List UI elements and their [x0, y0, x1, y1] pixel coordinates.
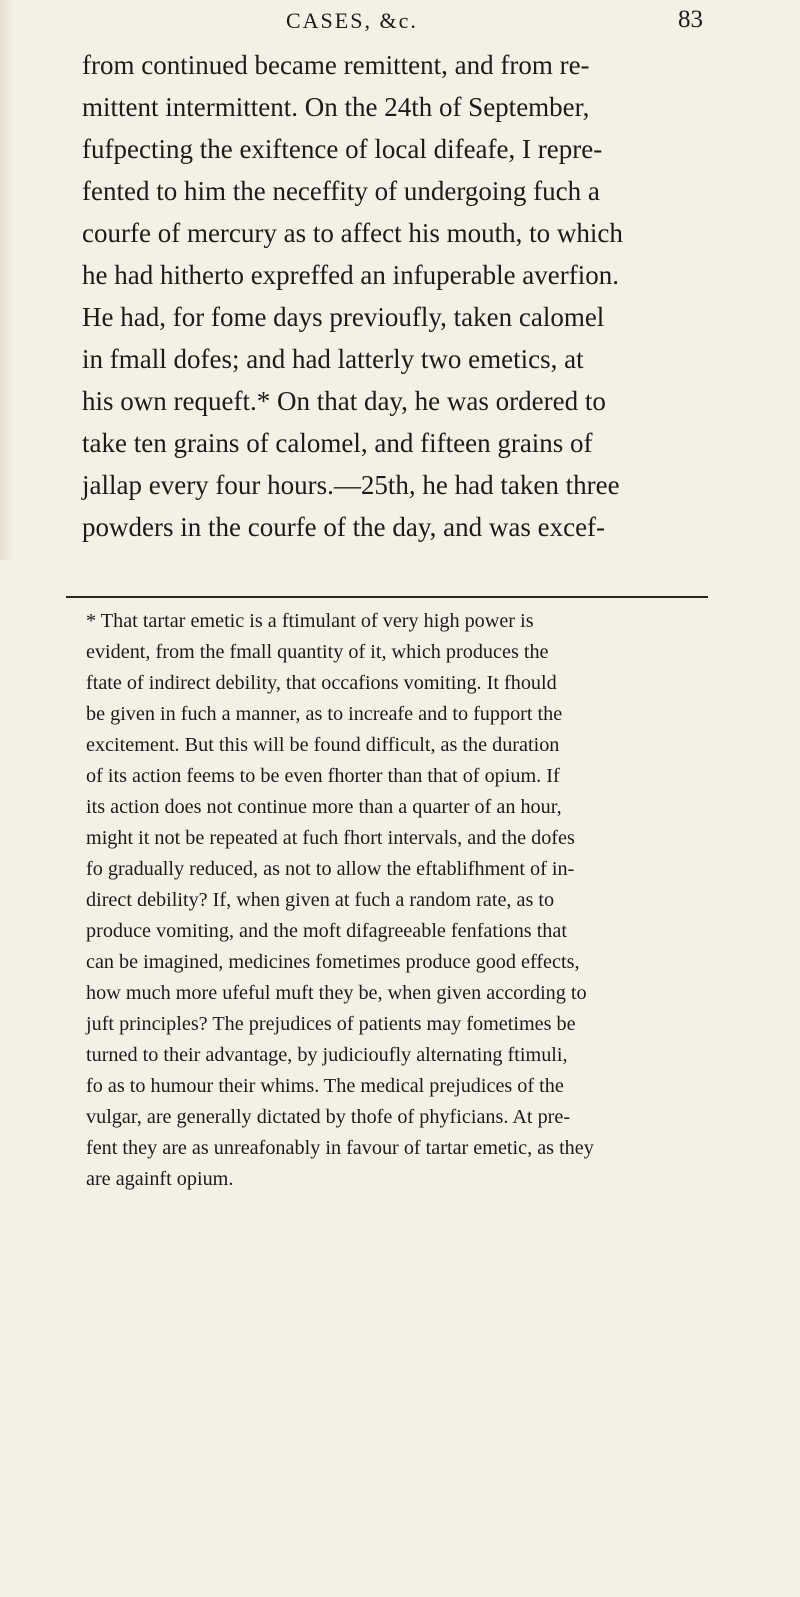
body-line: take ten grains of calomel, and fifteen grains of	[82, 428, 593, 458]
body-line: he had hitherto expreffed an infuperable averfion.	[82, 260, 620, 290]
page-gutter-shadow	[0, 0, 14, 560]
body-line: courfe of mercury as to affect his mouth, to which	[82, 218, 623, 248]
footnote-line: fo gradually reduced, as not to allow the eftablifhment of in-	[86, 858, 575, 880]
footnote-line: fent they are as unreafonably in favour of tartar emetic, as they	[86, 1137, 594, 1159]
footnote-line: might it not be repeated at fuch fhort intervals, and the dofes	[86, 827, 575, 849]
page-header	[0, 4, 800, 44]
footnote-line: evident, from the fmall quantity of it, which produces the	[86, 641, 549, 663]
footnote-line: excitement. But this will be found difficult, as the duration	[86, 734, 560, 756]
footnote-line: ftate of indirect debility, that occafions vomiting. It fhould	[86, 672, 557, 694]
footnote-line: fo as to humour their whims. The medical prejudices of the	[86, 1075, 564, 1097]
body-line: fented to him the neceffity of undergoing fuch a	[82, 176, 600, 206]
footnote-line: how much more ufeful muft they be, when given according to	[86, 982, 587, 1004]
footnote-line: juft principles? The prejudices of patients may fometimes be	[86, 1013, 576, 1035]
footnote-line: can be imagined, medicines fometimes produce good effects,	[86, 951, 580, 973]
footnote-line: are againft opium.	[86, 1168, 234, 1190]
footnote-line: of its action feems to be even fhorter than that of opium. If	[86, 765, 560, 787]
footnote-line: its action does not continue more than a quarter of an hour,	[86, 796, 562, 818]
footnote-line: be given in fuch a manner, as to increafe and to fupport the	[86, 703, 563, 725]
footnote-line: produce vomiting, and the moft difagreeable fenfations that	[86, 920, 567, 942]
footnote-line: * That tartar emetic is a ftimulant of very high power is	[86, 610, 534, 632]
body-line: from continued became remittent, and from re-	[82, 50, 590, 80]
footnote-rule	[66, 596, 708, 598]
body-line: fufpecting the exiftence of local difeafe, I repre-	[82, 134, 603, 164]
running-head: CASES, &c.	[286, 8, 418, 33]
body-line: jallap every four hours.—25th, he had taken three	[82, 470, 620, 500]
body-line: He had, for fome days previoufly, taken calomel	[82, 302, 605, 332]
body-line: his own requeft.* On that day, he was ordered to	[82, 386, 606, 416]
footnote-line: turned to their advantage, by judicioufly alternating ftimuli,	[86, 1044, 568, 1066]
body-line: in fmall dofes; and had latterly two emetics, at	[82, 344, 584, 374]
body-line: mittent intermittent. On the 24th of September,	[82, 92, 590, 122]
body-line: powders in the courfe of the day, and was excef-	[82, 512, 606, 542]
page-number: 83	[678, 6, 703, 33]
footnote-line: vulgar, are generally dictated by thofe of phyficians. At pre-	[86, 1106, 571, 1128]
footnote-line: direct debility? If, when given at fuch a random rate, as to	[86, 889, 555, 911]
